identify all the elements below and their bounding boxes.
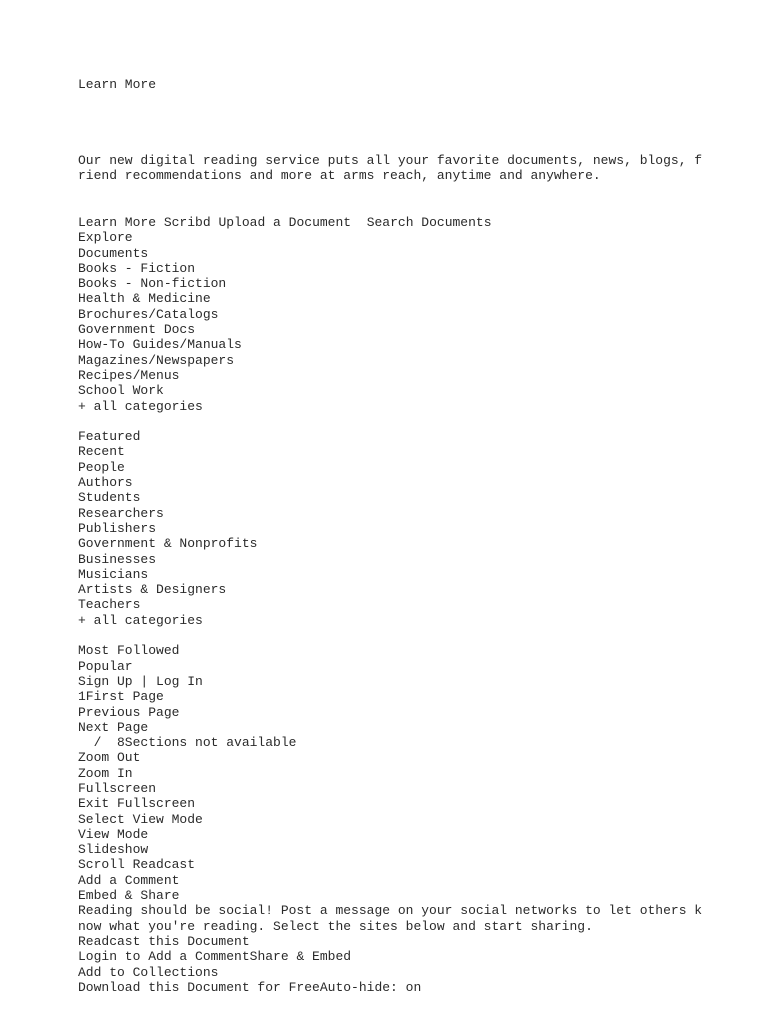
category-books-fiction[interactable]: Books - Fiction — [78, 260, 196, 276]
people-students[interactable]: Students — [78, 490, 141, 506]
people-teachers[interactable]: Teachers — [78, 597, 141, 613]
signup-login-link[interactable]: Sign Up | Log In — [78, 673, 203, 689]
category-brochures-catalogs[interactable]: Brochures/Catalogs — [78, 306, 219, 322]
social-message-line-1: Reading should be social! Post a message on your social networks to let others k — [78, 903, 703, 919]
spacer — [78, 414, 708, 429]
learn-more-header-link[interactable]: Learn More — [78, 215, 157, 230]
auto-hide-toggle[interactable]: Auto-hide: on — [319, 979, 422, 995]
header-links-row — [78, 215, 708, 230]
spacer — [78, 628, 708, 643]
download-row — [78, 980, 708, 995]
people-government-nonprofits[interactable]: Government & Nonprofits — [78, 536, 258, 552]
learn-more-link[interactable]: Learn More — [78, 77, 157, 92]
add-to-collections-button[interactable]: Add to Collections — [78, 964, 219, 980]
readcast-document-button[interactable]: Readcast this Document — [78, 933, 250, 949]
documents-link[interactable]: Documents — [78, 245, 149, 261]
people-artists-designers[interactable]: Artists & Designers — [78, 582, 227, 598]
next-page-button[interactable]: Next Page — [78, 719, 149, 735]
fullscreen-button[interactable]: Fullscreen — [78, 780, 157, 796]
social-message-line-2: now what you're reading. Select the sites below and start sharing. — [78, 918, 593, 934]
promo-line-1: Our new digital reading service puts all your favorite documents, news, blogs, f — [78, 153, 703, 168]
people-publishers[interactable]: Publishers — [78, 520, 157, 536]
share-embed-link[interactable]: Share & Embed — [249, 949, 352, 965]
explore-link[interactable]: Explore — [78, 230, 133, 246]
people-musicians[interactable]: Musicians — [78, 566, 149, 582]
documents-all-categories-link[interactable]: + all categories — [78, 398, 203, 414]
scroll-readcast-button[interactable]: Scroll Readcast — [78, 857, 196, 873]
category-books-nonfiction[interactable]: Books - Non-fiction — [78, 276, 227, 292]
exit-fullscreen-button[interactable]: Exit Fullscreen — [78, 796, 196, 812]
category-school-work[interactable]: School Work — [78, 383, 164, 399]
people-authors[interactable]: Authors — [78, 475, 133, 491]
select-view-mode-button[interactable]: Select View Mode — [78, 811, 203, 827]
view-mode-button[interactable]: View Mode — [78, 826, 149, 842]
download-document-link[interactable]: Download this Document for Free — [78, 979, 320, 995]
embed-share-button[interactable]: Embed & Share — [78, 888, 180, 904]
login-add-comment-link[interactable]: Login to Add a Comment — [78, 949, 250, 965]
category-howto-guides[interactable]: How-To Guides/Manuals — [78, 337, 242, 353]
navigation — [78, 215, 708, 995]
people-all-categories-link[interactable]: + all categories — [78, 612, 203, 628]
previous-page-button[interactable]: Previous Page — [78, 704, 180, 720]
category-recipes-menus[interactable]: Recipes/Menus — [78, 367, 180, 383]
featured-link[interactable]: Featured — [78, 429, 141, 445]
first-page-button[interactable]: 1First Page — [78, 689, 164, 705]
zoom-in-button[interactable]: Zoom In — [78, 765, 133, 781]
slideshow-button[interactable]: Slideshow — [78, 842, 149, 858]
top-section — [78, 77, 708, 92]
scribd-link[interactable]: Scribd — [163, 215, 211, 230]
add-comment-button[interactable]: Add a Comment — [78, 872, 180, 888]
search-documents-link[interactable]: Search Documents — [366, 215, 492, 230]
category-government-docs[interactable]: Government Docs — [78, 322, 196, 338]
comment-share-row — [78, 949, 708, 964]
promo-text — [78, 153, 708, 184]
recent-link[interactable]: Recent — [78, 444, 125, 460]
people-businesses[interactable]: Businesses — [78, 551, 157, 567]
page-sections-indicator: / 8Sections not available — [78, 735, 297, 751]
zoom-out-button[interactable]: Zoom Out — [78, 750, 141, 766]
popular-link[interactable]: Popular — [78, 658, 133, 674]
people-link[interactable]: People — [78, 459, 125, 475]
most-followed-link[interactable]: Most Followed — [78, 643, 180, 659]
category-health-medicine[interactable]: Health & Medicine — [78, 291, 211, 307]
people-researchers[interactable]: Researchers — [78, 505, 164, 521]
promo-line-2: riend recommendations and more at arms reach, anytime and anywhere. — [78, 168, 601, 184]
upload-document-link[interactable]: Upload a Document — [218, 215, 352, 230]
category-magazines-newspapers[interactable]: Magazines/Newspapers — [78, 352, 235, 368]
